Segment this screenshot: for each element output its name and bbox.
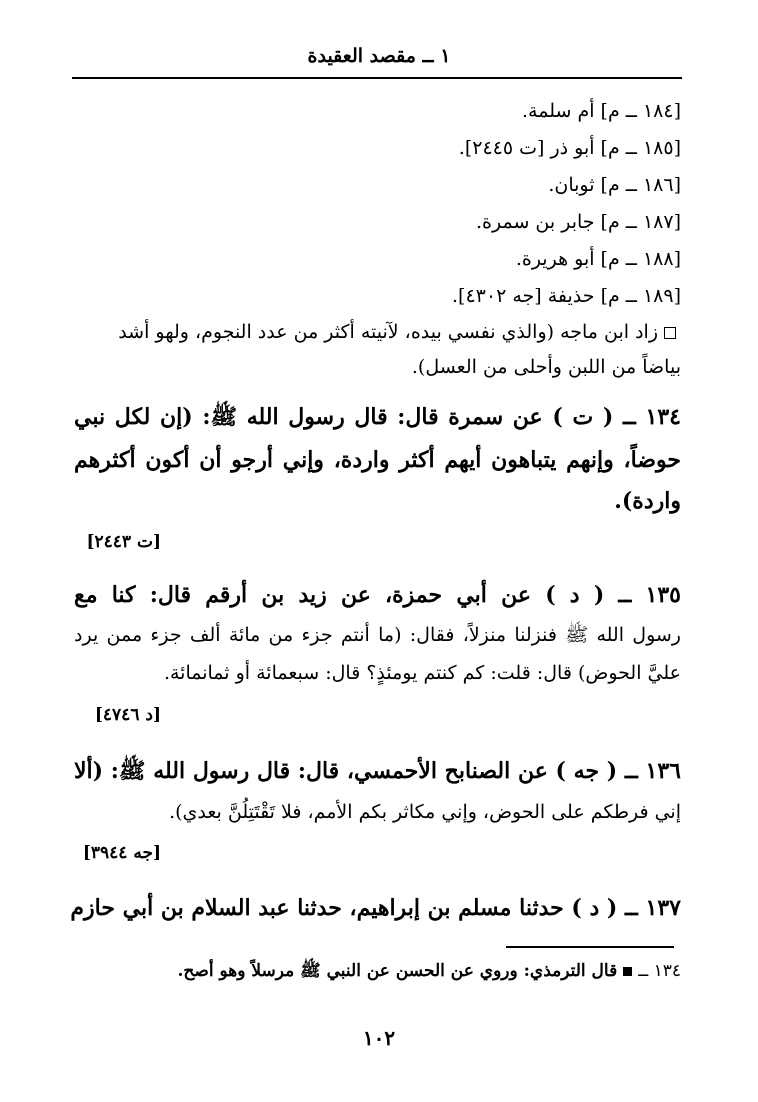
note-line [118, 319, 676, 345]
list-item: [١٨٨ ــ م] أبو هريرة. [515, 248, 681, 270]
header-rule [72, 77, 682, 79]
hadith-135-line: ١٣٥ ــ ( د ) عن أبي حمزة، عن زيد بن أرقم قال: كنا مع [74, 582, 681, 608]
note-text: زاد ابن ماجه (والذي نفسي بيده، لآنيته أكثر من عدد النجوم، ولهو أشد [118, 321, 658, 343]
square-bullet-icon [664, 327, 676, 339]
list-item: [١٨٧ ــ م] جابر بن سمرة. [476, 211, 681, 233]
list-item: [١٨٤ ــ م] أم سلمة. [522, 100, 681, 122]
hadith-134-line: ١٣٤ ــ ( ت ) عن سمرة قال: قال رسول الله ﷺ: (إن لكل نبي [74, 404, 681, 430]
page-number: ١٠٢ [362, 1026, 396, 1050]
hadith-137-line: ١٣٧ ــ ( د ) حدثنا مسلم بن إبراهيم، حدثنا عبد السلام بن أبي حازم [70, 895, 681, 921]
footnote [178, 960, 681, 982]
footnote-rule [506, 946, 674, 948]
footnote-text: قال الترمذي: وروي عن الحسن عن النبي ﷺ مرسلاً وهو أصح. [177, 961, 618, 981]
running-header: ١ ــ مقصد العقيدة [307, 45, 451, 67]
note-line: بياضاً من اللبن وأحلى من العسل). [411, 356, 681, 378]
hadith-135-reference: [د ٤٧٤٦] [94, 705, 161, 725]
square-bullet-icon [623, 967, 632, 976]
footnote-number: ١٣٤ ــ [638, 961, 681, 981]
hadith-135-line: عليَّ الحوض) قال: قلت: كم كنتم يومئذٍ؟ قال: سبعمائة أو ثمانمائة. [163, 662, 681, 684]
hadith-136-reference: [جه ٣٩٤٤] [82, 843, 161, 863]
hadith-135-line: رسول الله ﷺ فنزلنا منزلاً، فقال: (ما أنتم جزء من مائة ألف جزء ممن يرد [74, 624, 681, 646]
list-item: [١٨٥ ــ م] أبو ذر [ت ٢٤٤٥]. [458, 137, 681, 159]
hadith-136-line: ١٣٦ ــ ( جه ) عن الصنابح الأحمسي، قال: قال رسول الله ﷺ: (ألا [74, 758, 681, 784]
hadith-136-line: إني فرطكم على الحوض، وإني مكاثر بكم الأمم، فلا تَقْتَتِلُنَّ بعدي). [169, 801, 681, 823]
hadith-134-reference: [ت ٢٤٤٣] [86, 532, 161, 552]
hadith-134-line: حوضاً، وإنهم يتباهون أيهم أكثر واردة، وإني أرجو أن أكون أكثرهم [74, 447, 681, 473]
list-item: [١٨٦ ــ م] ثوبان. [548, 174, 681, 196]
list-item: [١٨٩ ــ م] حذيفة [جه ٤٣٠٢]. [452, 285, 681, 307]
hadith-134-line: واردة). [614, 488, 681, 514]
